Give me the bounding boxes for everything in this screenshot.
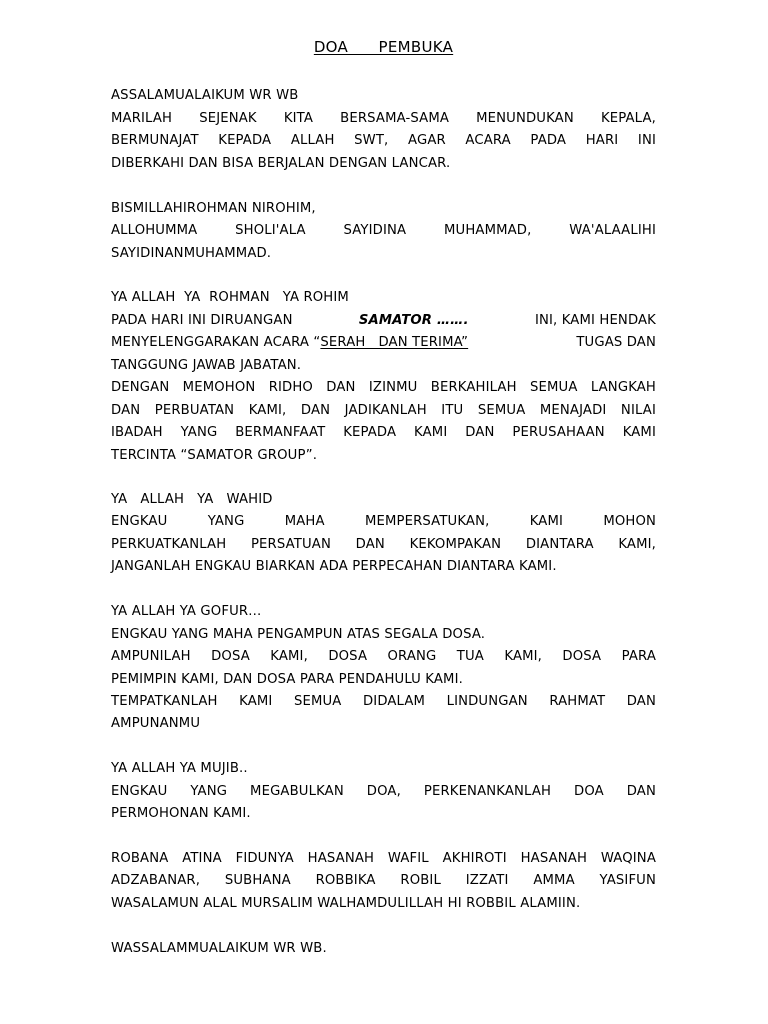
text-line: PEMIMPIN KAMI, DAN DOSA PARA PENDAHULU KAMI. [111, 672, 463, 687]
text-line-mixed [111, 332, 656, 354]
text-segment: INI, KAMI HENDAK [534, 313, 656, 328]
text-line: TANGGUNG JAWAB JABATAN. [111, 358, 302, 373]
document-title-text: DOA PEMBUKA [313, 38, 454, 56]
text-line: DIBERKAHI DAN BISA BERJALAN DENGAN LANCAR. [111, 156, 451, 171]
text-line: PERKUATKANLAH PERSATUAN DAN KEKOMPAKAN DIANTARA KAMI, [111, 537, 656, 552]
text-segment-emphasis: SAMATOR ……. [358, 313, 469, 328]
text-line: AMPUNANMU [111, 716, 201, 731]
text-line-mixed [111, 310, 656, 332]
text-line: ALLOHUMMA SHOLI'ALA SAYIDINA MUHAMMAD, WA'ALAALIHI [111, 223, 656, 238]
text-line: YA ALLAH YA MUJIB.. [111, 761, 248, 776]
text-line: PERMOHONAN KAMI. [111, 806, 251, 821]
text-segment-group [111, 332, 468, 354]
text-segment: TUGAS DAN [576, 335, 656, 350]
text-line: ASSALAMUALAIKUM WR WB [111, 88, 299, 103]
text-line: BISMILLAHIROHMAN NIROHIM, [111, 201, 316, 216]
text-line: ROBANA ATINA FIDUNYA HASANAH WAFIL AKHIROTI HASANAH WAQINA [111, 851, 656, 866]
text-line: MARILAH SEJENAK KITA BERSAMA-SAMA MENUNDUKAN KEPALA, [111, 111, 656, 126]
text-line: ENGKAU YANG MAHA PENGAMPUN ATAS SEGALA DOSA. [111, 627, 486, 642]
text-line: ENGKAU YANG MEGABULKAN DOA, PERKENANKANLAH DOA DAN [111, 784, 656, 799]
text-line: SAYIDINANMUHAMMAD. [111, 246, 272, 261]
text-segment: MENYELENGGARAKAN ACARA “ [111, 335, 321, 350]
text-line: TERCINTA “SAMATOR GROUP”. [111, 448, 318, 463]
text-line: BERMUNAJAT KEPADA ALLAH SWT, AGAR ACARA PADA HARI INI [111, 133, 656, 148]
document-title [111, 38, 656, 56]
text-line: TEMPATKANLAH KAMI SEMUA DIDALAM LINDUNGAN RAHMAT DAN [111, 694, 656, 709]
text-line: ENGKAU YANG MAHA MEMPERSATUKAN, KAMI MOHON [111, 514, 656, 529]
text-line: JANGANLAH ENGKAU BIARKAN ADA PERPECAHAN DIANTARA KAMI. [111, 559, 557, 574]
text-segment: PADA HARI INI DIRUANGAN [111, 313, 293, 328]
text-line: DENGAN MEMOHON RIDHO DAN IZINMU BERKAHILAH SEMUA LANGKAH [111, 380, 656, 395]
text-line: IBADAH YANG BERMANFAAT KEPADA KAMI DAN PERUSAHAAN KAMI [111, 425, 656, 440]
text-line: YA ALLAH YA WAHID [111, 492, 273, 507]
text-line: AMPUNILAH DOSA KAMI, DOSA ORANG TUA KAMI, DOSA PARA [111, 649, 656, 664]
text-line: ADZABANAR, SUBHANA ROBBIKA ROBIL IZZATI AMMA YASIFUN [111, 873, 656, 888]
text-line: WASALAMUN ALAL MURSALIM WALHAMDULILLAH HI ROBBIL ALAMIIN. [111, 896, 581, 911]
text-line: YA ALLAH YA GOFUR… [111, 604, 262, 619]
text-line: WASSALAMMUALAIKUM WR WB. [111, 941, 327, 956]
text-segment-underlined: SERAH DAN TERIMA” [320, 335, 469, 350]
text-line: YA ALLAH YA ROHMAN YA ROHIM [111, 290, 349, 305]
text-line: DAN PERBUATAN KAMI, DAN JADIKANLAH ITU SEMUA MENAJADI NILAI [111, 403, 656, 418]
